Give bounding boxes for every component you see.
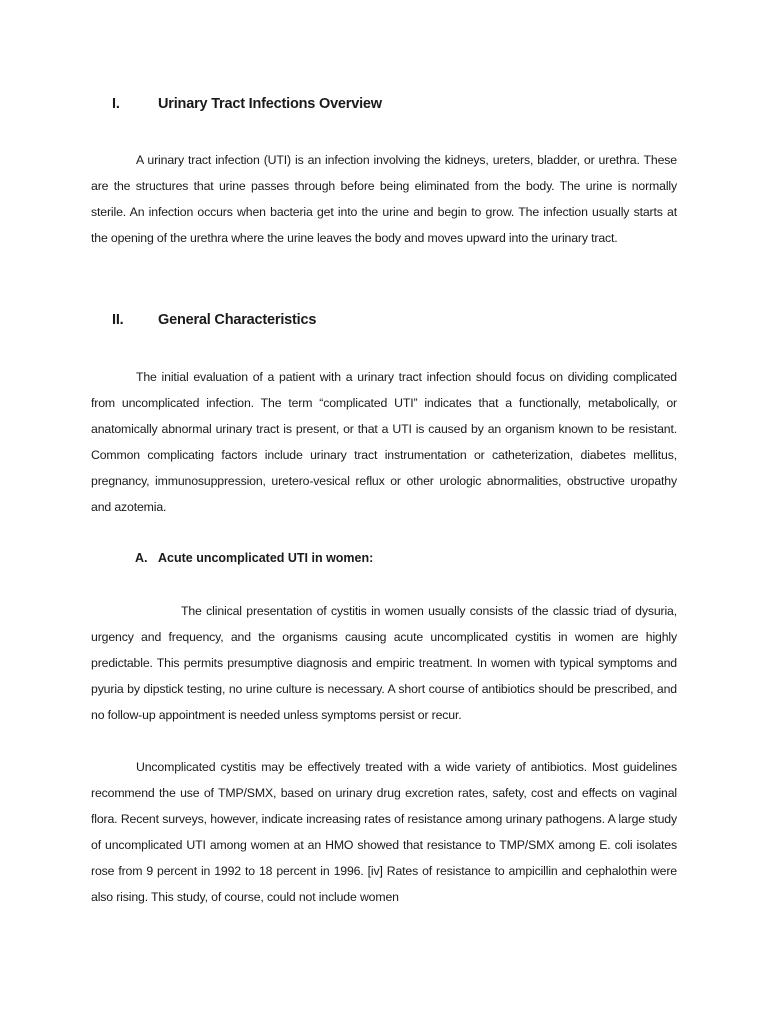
section-heading-overview (112, 96, 382, 112)
subsection-title: Acute uncomplicated UTI in women: (158, 551, 374, 565)
acute-uti-paragraph-1: The clinical presentation of cystitis in women usually consists of the classic triad of dysuria, urgency and frequency, and the organisms causing acute uncomplicated cystitis in women are highly predictable. This permits presumptive diagnosis and empiric treatment. In women with typical symptoms and pyuria by dipstick testing, no urine culture is necessary. A short course of antibiotics should be prescribed, and no follow-up appointment is needed unless symptoms persist or recur. (91, 604, 677, 722)
section-title: General Characteristics (158, 312, 317, 328)
section-number: II. (112, 312, 124, 328)
section-title: Urinary Tract Infections Overview (158, 96, 382, 112)
acute-uti-paragraph-2: Uncomplicated cystitis may be effectively treated with a wide variety of antibiotics. Most guidelines recommend the use of TMP/SMX, based on urinary drug excretion rates, safety, cost and effects on vaginal flora. Recent surveys, however, indicate increasing rates of resistance among urinary pathogens. A large study of uncomplicated UTI among women at an HMO showed that resistance to TMP/SMX among E. coli isolates rose from 9 percent in 1992 to 18 percent in 1996. [iv] Rates of resistance to ampicillin and cephalothin were also rising. This study, of course, could not include women (91, 760, 677, 904)
general-characteristics-paragraph: The initial evaluation of a patient with a urinary tract infection should focus on dividing complicated from uncomplicated infection. The term “complicated UTI” indicates that a functionally, metabolically, or anatomically abnormal urinary tract is present, or that a UTI is caused by an organism known to be resistant. Common complicating factors include urinary tract instrumentation or catheterization, diabetes mellitus, pregnancy, immunosuppression, uretero-vesical reflux or other urologic abnormalities, obstructive uropathy and azotemia. (91, 370, 677, 514)
section-heading-general (112, 312, 316, 328)
section-number: I. (112, 96, 120, 112)
overview-paragraph: A urinary tract infection (UTI) is an infection involving the kidneys, ureters, bladder, or urethra. These are the structures that urine passes through before being eliminated from the body. The urine is normally sterile. An infection occurs when bacteria get into the urine and begin to grow. The infection usually starts at the opening of the urethra where the urine leaves the body and moves upward into the urinary tract. (91, 153, 677, 245)
subsection-number: A. (135, 551, 148, 565)
subsection-heading-acute (135, 551, 373, 565)
